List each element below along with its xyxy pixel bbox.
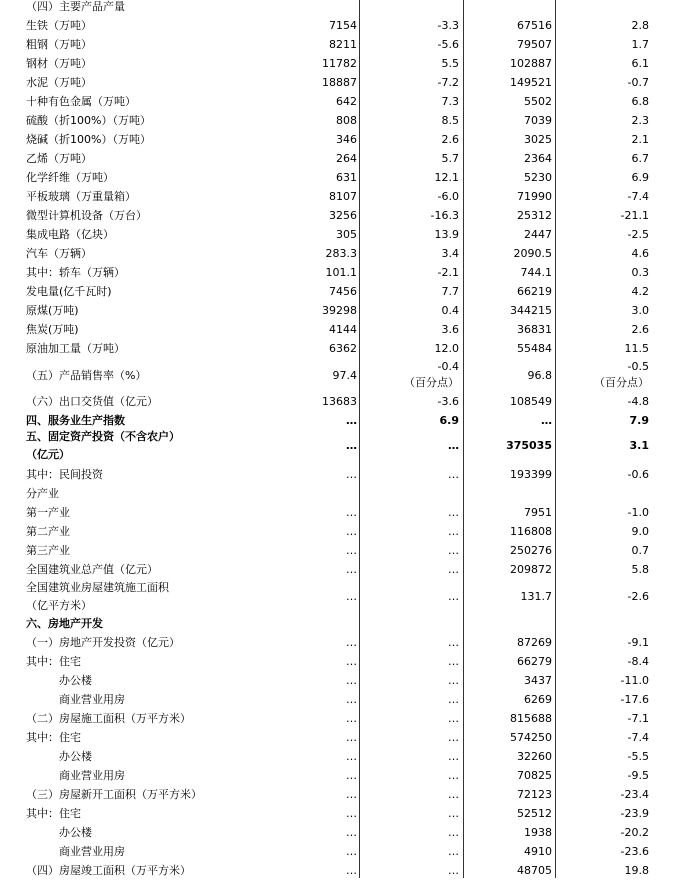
value-col-1 — [282, 614, 357, 633]
value-col-2: … — [448, 788, 459, 801]
value-col-4: 19.8 — [624, 864, 649, 877]
value-col-2: … — [448, 563, 459, 576]
row-label: 商业营业用房 — [26, 769, 125, 782]
value-col-2: … — [448, 693, 459, 706]
value-col-3: 7039 — [524, 114, 552, 127]
value-col-4: -1.0 — [627, 506, 649, 519]
table-row — [0, 804, 677, 823]
row-label: 集成电路（亿块） — [26, 228, 114, 241]
value-col-3: 70825 — [517, 769, 552, 782]
row-label: 平板玻璃（万重量箱） — [26, 190, 136, 203]
value-col-4: 7.9 — [629, 414, 649, 427]
value-col-4: -9.1 — [627, 636, 649, 649]
table-row — [0, 225, 677, 244]
value-col-4: 6.8 — [631, 95, 649, 108]
table-row — [0, 35, 677, 54]
value-col-3: 5502 — [524, 95, 552, 108]
table-row — [0, 92, 677, 111]
value-col-4 — [558, 0, 649, 16]
value-col-2: -16.3 — [430, 209, 459, 222]
value-col-1: … — [346, 788, 357, 801]
row-label: 办公楼 — [26, 750, 92, 763]
value-col-1: 3256 — [329, 209, 357, 222]
row-label: 粗钢（万吨） — [26, 38, 92, 51]
table-row — [0, 358, 677, 394]
value-col-2: 7.3 — [441, 95, 459, 108]
value-col-2: 12.0 — [434, 342, 459, 355]
value-col-4: -0.6 — [627, 468, 649, 481]
value-col-1: … — [346, 864, 357, 877]
value-col-2: … — [448, 826, 459, 839]
row-label: 四、服务业生产指数 — [26, 414, 125, 427]
row-label: 生铁（万吨） — [26, 19, 92, 32]
value-col-2: 0.4 — [441, 304, 459, 317]
table-row — [0, 766, 677, 785]
value-col-1: 642 — [336, 95, 357, 108]
table-row — [0, 130, 677, 149]
value-col-2: … — [448, 506, 459, 519]
value-col-4: 3.0 — [631, 304, 649, 317]
table-row — [0, 339, 677, 358]
value-col-4: 0.7 — [631, 544, 649, 557]
value-col-4 — [558, 484, 649, 503]
value-col-1: … — [346, 468, 357, 481]
value-col-2: … — [448, 439, 459, 452]
value-col-3: 116808 — [510, 525, 552, 538]
value-col-1: … — [346, 563, 357, 576]
value-col-3: 32260 — [517, 750, 552, 763]
value-col-3: 131.7 — [520, 590, 552, 603]
table-row — [0, 263, 677, 282]
value-col-3: 72123 — [517, 788, 552, 801]
value-col-2: -0.4 （百分点） — [404, 360, 459, 389]
value-col-1: … — [346, 807, 357, 820]
value-col-1: … — [346, 693, 357, 706]
value-col-1: … — [346, 655, 357, 668]
value-col-3: 2447 — [524, 228, 552, 241]
table-row — [0, 244, 677, 263]
row-label: 其中：住宅 — [26, 655, 81, 668]
value-col-4: -7.1 — [627, 712, 649, 725]
table-row — [0, 206, 677, 225]
table-row — [0, 652, 677, 671]
table-row — [0, 690, 677, 709]
value-col-2: 13.9 — [434, 228, 459, 241]
table-row — [0, 54, 677, 73]
value-col-4: 6.7 — [631, 152, 649, 165]
table-row — [0, 149, 677, 168]
table-row — [0, 111, 677, 130]
value-col-1: 7456 — [329, 285, 357, 298]
value-col-2: -6.0 — [437, 190, 459, 203]
value-col-4: 4.2 — [631, 285, 649, 298]
row-label: 其中：轿车（万辆） — [26, 266, 125, 279]
value-col-3: 48705 — [517, 864, 552, 877]
value-col-2: 7.7 — [441, 285, 459, 298]
value-col-1: 7154 — [329, 19, 357, 32]
row-label: 原煤(万吨) — [26, 304, 79, 317]
value-col-1: … — [346, 674, 357, 687]
value-col-3: 55484 — [517, 342, 552, 355]
table-row — [0, 16, 677, 35]
value-col-1: 11782 — [322, 57, 357, 70]
value-col-1: … — [346, 506, 357, 519]
value-col-1: 283.3 — [325, 247, 357, 260]
row-label: （一）房地产开发投资（亿元） — [26, 636, 180, 649]
value-col-2: 5.5 — [441, 57, 459, 70]
value-col-1: 39298 — [322, 304, 357, 317]
value-col-3: 52512 — [517, 807, 552, 820]
value-col-4: 3.1 — [629, 439, 649, 452]
row-label: （四）房屋竣工面积（万平方米） — [26, 864, 191, 877]
value-col-2: 2.6 — [441, 133, 459, 146]
value-col-1: … — [346, 731, 357, 744]
value-col-3: 344215 — [510, 304, 552, 317]
table-row — [0, 503, 677, 522]
value-col-3: 4910 — [524, 845, 552, 858]
table-row — [0, 728, 677, 747]
value-col-2: 6.9 — [439, 414, 459, 427]
table-row — [0, 522, 677, 541]
row-label: 第一产业 — [26, 506, 70, 519]
value-col-3: 71990 — [517, 190, 552, 203]
row-label: 商业营业用房 — [26, 845, 125, 858]
value-col-4: -11.0 — [620, 674, 649, 687]
value-col-4: -20.2 — [620, 826, 649, 839]
value-col-1 — [282, 0, 357, 16]
table-row — [0, 428, 677, 464]
value-col-3: 574250 — [510, 731, 552, 744]
value-col-1: 8107 — [329, 190, 357, 203]
value-col-3: 3025 — [524, 133, 552, 146]
value-col-1: 4144 — [329, 323, 357, 336]
row-label: 全国建筑业总产值（亿元） — [26, 563, 158, 576]
value-col-3: 79507 — [517, 38, 552, 51]
table-row — [0, 73, 677, 92]
value-col-1: 264 — [336, 152, 357, 165]
table-row — [0, 392, 677, 411]
row-label: 五、固定资产投资（不含农户） （亿元） — [26, 430, 180, 461]
value-col-4: -23.6 — [620, 845, 649, 858]
value-col-2: -5.6 — [437, 38, 459, 51]
value-col-2: 3.4 — [441, 247, 459, 260]
value-col-4: -0.5 （百分点） — [594, 360, 649, 389]
value-col-2: 12.1 — [434, 171, 459, 184]
value-col-1: 305 — [336, 228, 357, 241]
row-label: 焦炭(万吨) — [26, 323, 79, 336]
value-col-2: 8.5 — [441, 114, 459, 127]
row-label: 微型计算机设备（万台） — [26, 209, 147, 222]
value-col-2: … — [448, 807, 459, 820]
value-col-2: … — [448, 750, 459, 763]
row-label: 全国建筑业房屋建筑施工面积 （亿平方米） — [26, 581, 169, 612]
value-col-2: … — [448, 468, 459, 481]
value-col-2: … — [448, 655, 459, 668]
value-col-1: … — [346, 525, 357, 538]
row-label: 原油加工量（万吨） — [26, 342, 125, 355]
table-row — [0, 579, 677, 615]
table-row — [0, 842, 677, 861]
value-col-1: … — [346, 826, 357, 839]
value-col-1: 8211 — [329, 38, 357, 51]
value-col-4: -7.4 — [627, 731, 649, 744]
value-col-4: -2.6 — [627, 590, 649, 603]
value-col-4: -23.4 — [620, 788, 649, 801]
row-label: 办公楼 — [26, 674, 92, 687]
row-label: 六、房地产开发 — [26, 617, 103, 630]
value-col-2 — [362, 0, 459, 16]
value-col-3: 193399 — [510, 468, 552, 481]
value-col-3: 7951 — [524, 506, 552, 519]
row-label: 分产业 — [26, 487, 59, 500]
value-col-3: 96.8 — [527, 369, 552, 382]
value-col-3: 6269 — [524, 693, 552, 706]
value-col-4: 6.9 — [631, 171, 649, 184]
value-col-1: 13683 — [322, 395, 357, 408]
value-col-3: 3437 — [524, 674, 552, 687]
row-label: 其中：住宅 — [26, 731, 81, 744]
row-label: （四）主要产品产量 — [26, 0, 125, 13]
row-label: 办公楼 — [26, 826, 92, 839]
value-col-2 — [362, 484, 459, 503]
value-col-3: 1938 — [524, 826, 552, 839]
row-label: 其中：民间投资 — [26, 468, 103, 481]
row-label: 汽车（万辆） — [26, 247, 92, 260]
table-row — [0, 560, 677, 579]
value-col-4: 2.6 — [631, 323, 649, 336]
value-col-2: -3.3 — [437, 19, 459, 32]
value-col-3: 25312 — [517, 209, 552, 222]
row-label: 第三产业 — [26, 544, 70, 557]
table-row — [0, 465, 677, 484]
value-col-1: … — [346, 845, 357, 858]
value-col-2: … — [448, 769, 459, 782]
row-label: 烧碱（折100%）（万吨） — [26, 133, 151, 146]
value-col-1: … — [346, 590, 357, 603]
table-row — [0, 0, 677, 16]
value-col-3: 66279 — [517, 655, 552, 668]
row-label: 商业营业用房 — [26, 693, 125, 706]
value-col-1: … — [346, 414, 357, 427]
value-col-4: 4.6 — [631, 247, 649, 260]
row-label: （二）房屋施工面积（万平方米） — [26, 712, 191, 725]
value-col-2: … — [448, 731, 459, 744]
value-col-4: -5.5 — [627, 750, 649, 763]
row-label: 化学纤维（万吨） — [26, 171, 114, 184]
value-col-4 — [558, 614, 649, 633]
value-col-3: 36831 — [517, 323, 552, 336]
table-row — [0, 671, 677, 690]
value-col-1: … — [346, 439, 357, 452]
table-row — [0, 282, 677, 301]
value-col-2: -7.2 — [437, 76, 459, 89]
value-col-3: 67516 — [517, 19, 552, 32]
value-col-3 — [466, 614, 552, 633]
value-col-4: -9.5 — [627, 769, 649, 782]
table-row — [0, 301, 677, 320]
row-label: 十种有色金属（万吨） — [26, 95, 136, 108]
value-col-3: 5230 — [524, 171, 552, 184]
table-row — [0, 861, 677, 880]
value-col-4: -2.5 — [627, 228, 649, 241]
value-col-4: 11.5 — [624, 342, 649, 355]
value-col-2 — [362, 614, 459, 633]
value-col-3: 87269 — [517, 636, 552, 649]
table-row — [0, 614, 677, 633]
value-col-4: -17.6 — [620, 693, 649, 706]
value-col-3: … — [541, 414, 552, 427]
value-col-4: 2.3 — [631, 114, 649, 127]
value-col-1: 346 — [336, 133, 357, 146]
table-row — [0, 785, 677, 804]
row-label: 钢材（万吨） — [26, 57, 92, 70]
value-col-1: … — [346, 712, 357, 725]
value-col-2: 3.6 — [441, 323, 459, 336]
row-label: 硫酸（折100%）（万吨） — [26, 114, 151, 127]
table-row — [0, 484, 677, 503]
value-col-3: 209872 — [510, 563, 552, 576]
value-col-4: -23.9 — [620, 807, 649, 820]
value-col-3: 108549 — [510, 395, 552, 408]
value-col-4: -7.4 — [627, 190, 649, 203]
table-row — [0, 187, 677, 206]
value-col-2: … — [448, 636, 459, 649]
value-col-4: 2.1 — [631, 133, 649, 146]
value-col-1: 808 — [336, 114, 357, 127]
row-label: （三）房屋新开工面积（万平方米） — [26, 788, 202, 801]
row-label: 发电量(亿千瓦时) — [26, 285, 112, 298]
table-row — [0, 633, 677, 652]
table-row — [0, 823, 677, 842]
value-col-1: … — [346, 750, 357, 763]
row-label: 其中：住宅 — [26, 807, 81, 820]
value-col-2: … — [448, 712, 459, 725]
value-col-4: 0.3 — [631, 266, 649, 279]
value-col-2: … — [448, 544, 459, 557]
table-row — [0, 747, 677, 766]
value-col-2: -2.1 — [437, 266, 459, 279]
value-col-3: 102887 — [510, 57, 552, 70]
value-col-4: -21.1 — [620, 209, 649, 222]
row-label: 乙烯（万吨） — [26, 152, 92, 165]
value-col-4: 6.1 — [631, 57, 649, 70]
value-col-3: 250276 — [510, 544, 552, 557]
value-col-2: … — [448, 674, 459, 687]
value-col-1: 6362 — [329, 342, 357, 355]
value-col-1: … — [346, 544, 357, 557]
value-col-3 — [466, 0, 552, 16]
value-col-4: -4.8 — [627, 395, 649, 408]
value-col-4: 2.8 — [631, 19, 649, 32]
value-col-3: 149521 — [510, 76, 552, 89]
row-label: （五）产品销售率（%） — [26, 369, 147, 382]
table-row — [0, 320, 677, 339]
table-row — [0, 709, 677, 728]
row-label: （六）出口交货值（亿元） — [26, 395, 158, 408]
value-col-2: 5.7 — [441, 152, 459, 165]
value-col-4: -0.7 — [627, 76, 649, 89]
table-row — [0, 168, 677, 187]
value-col-3 — [466, 484, 552, 503]
value-col-2: … — [448, 864, 459, 877]
value-col-3: 66219 — [517, 285, 552, 298]
value-col-2: … — [448, 590, 459, 603]
value-col-1: 101.1 — [325, 266, 357, 279]
value-col-1: 18887 — [322, 76, 357, 89]
value-col-3: 815688 — [510, 712, 552, 725]
value-col-2: … — [448, 845, 459, 858]
value-col-2: -3.6 — [437, 395, 459, 408]
value-col-1: 631 — [336, 171, 357, 184]
value-col-4: 9.0 — [631, 525, 649, 538]
row-label: 水泥（万吨） — [26, 76, 92, 89]
value-col-4: -8.4 — [627, 655, 649, 668]
value-col-2: … — [448, 525, 459, 538]
table-row — [0, 541, 677, 560]
value-col-3: 2364 — [524, 152, 552, 165]
value-col-4: 1.7 — [631, 38, 649, 51]
value-col-3: 744.1 — [520, 266, 552, 279]
value-col-3: 375035 — [506, 439, 552, 452]
value-col-1: … — [346, 636, 357, 649]
value-col-4: 5.8 — [631, 563, 649, 576]
value-col-1: 97.4 — [332, 369, 357, 382]
value-col-1: … — [346, 769, 357, 782]
row-label: 第二产业 — [26, 525, 70, 538]
value-col-1 — [282, 484, 357, 503]
value-col-3: 2090.5 — [513, 247, 552, 260]
